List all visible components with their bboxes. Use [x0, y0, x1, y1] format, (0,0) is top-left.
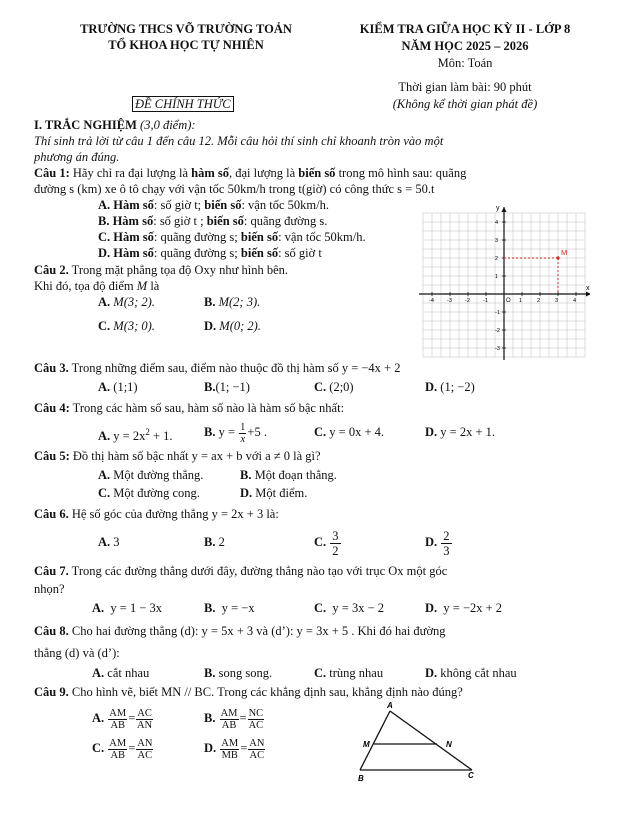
- origin-label: O: [506, 298, 511, 304]
- q6-option-d[interactable]: D. $\frac{2}{3}$: [425, 528, 450, 558]
- q1-line2: đường s (km) xe ô tô chạy với vận tốc 50km/h trong t(giờ) có công thức s = 50.t: [34, 182, 435, 196]
- point-m: [556, 256, 559, 259]
- y-tick-label: 4: [495, 220, 499, 226]
- q4-option-b[interactable]: B. y = $\frac{1}{x}$ +5 .: [204, 421, 267, 445]
- y-tick-label: 2: [495, 256, 499, 262]
- q9-option-a[interactable]: A. $\frac{AM}{AB}$ = $\frac{AC}{AN}$: [92, 707, 153, 731]
- time-note: (Không kể thời gian phát đề): [392, 97, 538, 111]
- point-m-label: M: [363, 740, 370, 749]
- school-year: NĂM HỌC 2025 – 2026: [401, 39, 529, 53]
- q4-option-c[interactable]: C. y = 0x + 4.: [314, 425, 385, 439]
- q5-option-c[interactable]: C. Một đường cong.: [98, 486, 200, 500]
- q3-option-b[interactable]: B.(1; −1): [204, 380, 250, 394]
- q2-option-a[interactable]: A. M(3; 2).: [98, 295, 155, 309]
- q7-line1: Câu 7. Trong các đường thẳng dưới đây, đường thẳng nào tạo với trục Ox một góc: [34, 564, 448, 578]
- department-name: TỔ KHOA HỌC TỰ NHIÊN: [108, 38, 264, 52]
- q8-option-c[interactable]: C. trùng nhau: [314, 666, 384, 680]
- q4-line1: Câu 4: Trong các hàm số sau, hàm số nào là hàm số bậc nhất:: [34, 401, 345, 415]
- y-axis-label: y: [496, 205, 500, 212]
- subject: Môn: Toán: [437, 56, 493, 70]
- q9-option-b[interactable]: B. $\frac{AM}{AB}$ = $\frac{NC}{AC}$: [204, 707, 264, 731]
- q8-option-a[interactable]: A. cắt nhau: [92, 666, 150, 680]
- y-tick-label: 1: [495, 274, 499, 280]
- point-m-label: M: [561, 248, 568, 257]
- coordinate-grid-figure: [410, 198, 590, 360]
- q4-option-a[interactable]: A. $y = 2x^2 + 1$.: [98, 427, 173, 444]
- q2-option-c[interactable]: C. M(3; 0).: [98, 319, 155, 333]
- y-tick-label: -1: [495, 310, 500, 316]
- y-tick-label: -3: [495, 346, 500, 352]
- q1-option-a[interactable]: A. Hàm số: số giờ t; biến số: vận tốc 50km/h.: [98, 198, 329, 212]
- x-tick-label: 1: [519, 298, 523, 304]
- x-tick-label: -1: [483, 298, 488, 304]
- q3-option-d[interactable]: D. (1; −2): [425, 380, 475, 394]
- q5-option-d[interactable]: D. Một điểm.: [240, 486, 308, 500]
- q9-option-c[interactable]: C. $\frac{AM}{AB}$ = $\frac{AN}{AC}$: [92, 737, 153, 761]
- q6-option-c[interactable]: C. $\frac{3}{2}$: [314, 528, 339, 558]
- section-title: I. TRẮC NGHIỆM (3,0 điểm):: [34, 118, 196, 132]
- point-n-label: N: [446, 740, 452, 749]
- x-tick-label: -2: [465, 298, 470, 304]
- x-tick-label: 2: [537, 298, 541, 304]
- q6-line1: Câu 6. Hệ số góc của đường thẳng y = 2x + 3 là:: [34, 507, 279, 521]
- official-label: ĐỀ CHÍNH THỨC: [132, 97, 234, 112]
- triangle-figure: [350, 698, 490, 783]
- side-ac: [390, 711, 472, 770]
- q7-option-c[interactable]: C. y = 3x − 2: [314, 601, 385, 615]
- q6-option-a[interactable]: A. 3: [98, 535, 120, 549]
- q2-line1: Câu 2. Trong mặt phẳng tọa độ Oxy như hình bên.: [34, 263, 289, 277]
- x-tick-label: 3: [555, 298, 559, 304]
- vertex-b-label: B: [358, 774, 364, 783]
- vertex-c-label: C: [468, 771, 474, 780]
- q1-option-c[interactable]: C. Hàm số: quãng đường s; biến số: vận tốc 50km/h.: [98, 230, 366, 244]
- q9-line1: Câu 9. Cho hình vẽ, biết MN // BC. Trong các khẳng định sau, khẳng định nào đúng?: [34, 685, 463, 699]
- q8-line1: Câu 8. Cho hai đường thẳng (d): y = 5x + 3 và (d’): y = 3x + 5 . Khi đó hai đường: [34, 624, 446, 638]
- y-tick-label: -2: [495, 328, 500, 334]
- school-name: TRƯỜNG THCS VÕ TRƯỜNG TOẢN: [80, 22, 292, 36]
- duration: Thời gian làm bài: 90 phút: [398, 80, 532, 94]
- x-axis-label: x: [586, 285, 590, 292]
- x-axis-arrow: [586, 292, 590, 297]
- x-tick-label: -4: [429, 298, 434, 304]
- q7-option-a[interactable]: A. y = 1 − 3x: [92, 601, 163, 615]
- exam-title: KIỂM TRA GIỮA HỌC KỲ II - LỚP 8: [359, 22, 571, 36]
- x-tick-label: -3: [447, 298, 452, 304]
- q4-option-d[interactable]: D. y = 2x + 1.: [425, 425, 496, 439]
- y-tick-label: 3: [495, 238, 499, 244]
- q1-line1: Câu 1: Hãy chỉ ra đại lượng là hàm số, đại lượng là biến số trong mô hình sau: quãng: [34, 166, 467, 180]
- q7-option-b[interactable]: B. y = −x: [204, 601, 255, 615]
- q8-line2: thẳng (d) và (d’):: [34, 646, 120, 660]
- q3-option-c[interactable]: C. (2;0): [314, 380, 354, 394]
- vertex-a-label: A: [387, 701, 393, 710]
- q2-option-b[interactable]: B. M(2; 3).: [204, 295, 261, 309]
- q5-option-b[interactable]: B. Một đoạn thẳng.: [240, 468, 337, 482]
- q5-line1: Câu 5: Đồ thị hàm số bậc nhất y = ax + b với a ≠ 0 là gì?: [34, 449, 321, 463]
- q1-option-d[interactable]: D. Hàm số: quãng đường s; biến số: số giờ t: [98, 246, 322, 260]
- q2-option-d[interactable]: D. M(0; 2).: [204, 319, 261, 333]
- q2-line2: Khi đó, tọa độ điểm M là: [34, 279, 160, 293]
- x-tick-label: 4: [573, 298, 577, 304]
- instruction-line1: Thí sinh trả lời từ câu 1 đến câu 12. Mỗi câu hỏi thí sinh chỉ khoanh tròn vào một: [34, 134, 444, 148]
- q1-option-b[interactable]: B. Hàm số: số giờ t ; biến số: quãng đường s.: [98, 214, 328, 228]
- q7-line2: nhọn?: [34, 582, 65, 596]
- q6-option-b[interactable]: B. 2: [204, 535, 225, 549]
- q8-option-b[interactable]: B. song song.: [204, 666, 273, 680]
- q3-option-a[interactable]: A. (1;1): [98, 380, 138, 394]
- q9-option-d[interactable]: D. $\frac{AM}{MB}$ = $\frac{AN}{AC}$: [204, 737, 265, 761]
- instruction-line2: phương án đúng.: [34, 150, 120, 164]
- q5-option-a[interactable]: A. Một đường thẳng.: [98, 468, 204, 482]
- q3-line1: Câu 3. Trong những điểm sau, điểm nào thuộc đồ thị hàm số y = −4x + 2: [34, 361, 401, 375]
- q8-option-d[interactable]: D. không cắt nhau: [425, 666, 517, 680]
- q7-option-d[interactable]: D. y = −2x + 2: [425, 601, 503, 615]
- y-axis-arrow: [502, 207, 507, 212]
